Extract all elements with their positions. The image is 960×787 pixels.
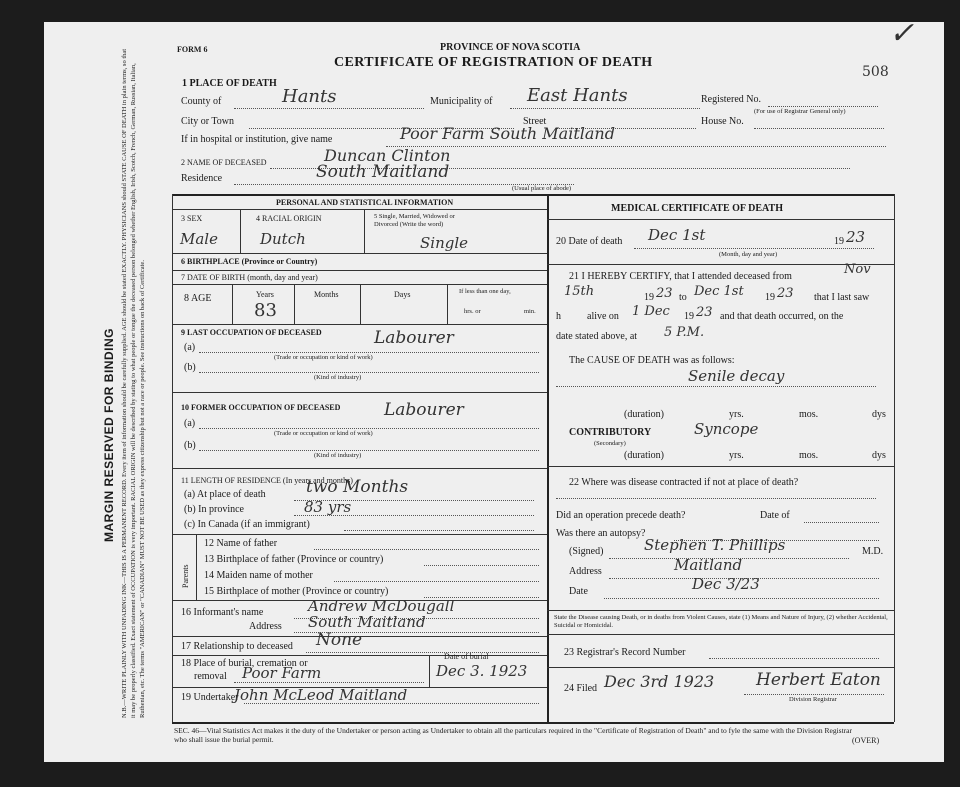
registrar-signature: Herbert Eaton	[756, 670, 881, 690]
death-date-value: Dec 1st	[648, 226, 706, 244]
cause-value: Senile decay	[688, 367, 785, 385]
birthplace-label: 6 BIRTHPLACE (Province or Country)	[181, 257, 318, 266]
undertaker-label: 19 Undertaker	[181, 692, 239, 703]
yrs-label-1: yrs.	[729, 409, 744, 420]
h-label: h	[556, 311, 561, 322]
undertaker-value: John McLeod Maitland	[234, 686, 408, 704]
length-of-residence-label: 11 LENGTH OF RESIDENCE (In years and months)	[181, 476, 353, 485]
check-mark: ✓	[889, 16, 915, 51]
certify-year3: 23	[696, 305, 713, 320]
certificate-title: CERTIFICATE OF REGISTRATION OF DEATH	[334, 55, 653, 70]
certify-year1: 23	[656, 286, 673, 301]
secondary-note: (Secondary)	[594, 440, 626, 447]
violent-causes-note: State the Disease causing Death, or in deaths from Violent Causes, state (1) Means and Nature of Injury, (2) whether Accidental, Suicidal or Homicidal.	[554, 614, 888, 629]
at-place-value: two Months	[306, 477, 409, 497]
county-value: Hants	[282, 86, 337, 107]
occupation-value: Labourer	[374, 328, 454, 348]
city-label: City or Town	[181, 116, 235, 127]
occupation-label: 9 LAST OCCUPATION OF DECEASED	[181, 328, 322, 337]
municipality-value: East Hants	[527, 85, 628, 106]
certify-to-label: to	[679, 292, 687, 303]
age-label: 8 AGE	[184, 293, 212, 304]
operation-label: Did an operation precede death?	[556, 510, 686, 521]
sex-value: Male	[180, 230, 218, 248]
sex-label: 3 SEX	[181, 214, 203, 223]
duration-label-2: (duration)	[624, 450, 664, 461]
date-of-label: Date of	[760, 510, 790, 521]
trade-note-10: (Trade or occupation or kind of work)	[274, 430, 373, 437]
certify-line: 21 I HEREBY CERTIFY, that I attended deceased from	[569, 271, 792, 282]
former-occupation-label: 10 FORMER OCCUPATION OF DECEASED	[181, 403, 341, 412]
contributory-value: Syncope	[694, 420, 759, 438]
occurred-label: and that death occurred, on the	[720, 311, 844, 322]
record-number-label: 23 Registrar's Record Number	[564, 647, 686, 658]
burial-label-2: removal	[194, 671, 227, 682]
industry-note-9: (Kind of industry)	[314, 374, 362, 381]
certify-19a: 19	[644, 292, 654, 303]
registered-no-label: Registered No.	[701, 94, 761, 105]
certify-19c: 19	[684, 311, 694, 322]
racial-origin-label: 4 RACIAL ORIGIN	[256, 214, 322, 223]
mother-name-label: 14 Maiden name of mother	[204, 570, 313, 581]
certificate-date-value: Dec 3/23	[692, 575, 760, 593]
province-heading: PROVINCE OF NOVA SCOTIA	[440, 42, 581, 53]
relationship-label: 17 Relationship to deceased	[181, 641, 293, 652]
burial-date-label: Date of burial	[444, 652, 489, 661]
certify-19b: 19	[765, 292, 775, 303]
industry-note-10: (Kind of industry)	[314, 452, 362, 459]
less-than-day-label: If less than one day,	[459, 288, 511, 295]
name-label: 2 NAME OF DECEASED	[181, 158, 267, 167]
alive-on-label: alive on	[587, 311, 619, 322]
residence-value: South Maitland	[316, 162, 450, 182]
marital-status-value: Single	[420, 234, 469, 252]
parents-label: Parents	[181, 564, 190, 588]
min-label: min.	[524, 308, 536, 315]
mos-label-1: mos.	[799, 409, 819, 420]
abode-note: (Usual place of abode)	[512, 185, 572, 192]
former-a-label: (a)	[184, 418, 196, 429]
certify-from-value: Nov	[844, 262, 871, 277]
doctor-address-label: Address	[569, 566, 602, 577]
date-stated-label: date stated above, at	[556, 331, 638, 342]
dob-label: 7 DATE OF BIRTH (month, day and year)	[181, 273, 318, 282]
certify-last-saw: that I last saw	[814, 292, 870, 303]
informant-address-value: South Maitland	[308, 613, 426, 631]
division-registrar-label: Division Registrar	[789, 696, 837, 703]
informant-value: Andrew McDougall	[308, 597, 455, 615]
footer-text: SEC. 46—Vital Statistics Act makes it the duty of the Undertaker or person acting as Undertaker to obtain all the particulars required in the "Certificate of Registration of Death" and to fyle the same with the Division Registrar who shall issue the burial permit.	[174, 726, 852, 744]
death-year-value: 23	[846, 228, 866, 246]
signed-value: Stephen T. Phillips	[644, 536, 786, 554]
mos-label-2: mos.	[799, 450, 819, 461]
at-place-label: (a) At place of death	[184, 489, 266, 500]
trade-note-9: (Trade or occupation or kind of work)	[274, 354, 373, 361]
residence-label: Residence	[181, 173, 223, 184]
in-canada-label: (c) In Canada (if an immigrant)	[184, 519, 310, 530]
margin-reserved-label: MARGIN RESERVED FOR BINDING	[102, 328, 116, 542]
registrar-use-note: (For use of Registrar General only)	[754, 108, 846, 115]
side-instructions: N.B.—WRITE PLAINLY WITH UNFADING INK—THIS IS A PERMANENT RECORD. Every item of information should be carefully supplied. AGE should be stated EXACTLY. PHYSICIANS should STATE CAUSE OF DEATH in plain terms, so that it may be properly classified. Exact statement of OCCUPATION is very important. RACIAL ORIGIN will be described by stating to what people or tongue the deceased person belonged whether English, Irish, Scotch, French, German, Russian, Italian, Ruthenian, etc. The terms "AMERICAN" or "CANADIAN" MUST NOT BE USED as they express citizenship but not a race or people. See instructions on back of Certificate.	[121, 48, 146, 718]
burial-place-value: Poor Farm	[242, 664, 322, 682]
informant-address-label: Address	[249, 621, 282, 632]
alive-on-value: 1 Dec	[632, 304, 670, 319]
municipality-label: Municipality of	[430, 96, 493, 107]
street-label: Street	[523, 116, 547, 127]
filed-label: 24 Filed	[564, 683, 598, 694]
hrs-label: hrs. or	[464, 308, 481, 315]
burial-date-value: Dec 3. 1923	[436, 662, 528, 680]
days-label: Days	[394, 290, 411, 299]
autopsy-label: Was there an autopsy?	[556, 528, 646, 539]
registrar-number-stamp: 508	[862, 64, 889, 80]
personal-heading: PERSONAL AND STATISTICAL INFORMATION	[276, 198, 454, 207]
hospital-value: Poor Farm South Maitland	[400, 124, 615, 143]
death-date-label: 20 Date of death	[556, 236, 623, 247]
in-province-label: (b) In province	[184, 504, 244, 515]
death-year-prefix: 19	[834, 236, 844, 247]
filed-value: Dec 3rd 1923	[604, 672, 715, 691]
mother-birthplace-label: 15 Birthplace of mother (Province or country)	[204, 586, 389, 597]
county-label: County of	[181, 96, 222, 107]
certify-from-day: 15th	[564, 284, 595, 299]
duration-label-1: (duration)	[624, 409, 664, 420]
form-number: FORM 6	[177, 45, 208, 54]
marital-label-1: 5 Single, Married, Widowed or	[374, 213, 455, 220]
contributory-label: CONTRIBUTORY	[569, 427, 652, 438]
doctor-address-value: Maitland	[674, 556, 743, 574]
certify-year2: 23	[777, 286, 794, 301]
house-label: House No.	[701, 116, 744, 127]
time-value: 5 P.M.	[664, 325, 705, 340]
certify-to-value: Dec 1st	[694, 284, 744, 299]
father-birthplace-label: 13 Birthplace of father (Province or country)	[204, 554, 384, 565]
dys-label-2: dys	[872, 450, 886, 461]
md-label: M.D.	[862, 546, 884, 557]
marital-label-2: Divorced (Write the word)	[374, 221, 444, 228]
burial-label-1: 18 Place of burial, cremation or	[181, 658, 308, 669]
over-label: (OVER)	[852, 736, 880, 745]
former-b-label: (b)	[184, 440, 196, 451]
months-label: Months	[314, 290, 339, 299]
father-name-label: 12 Name of father	[204, 538, 278, 549]
informant-label: 16 Informant's name	[181, 607, 264, 618]
death-certificate	[44, 16, 944, 762]
occupation-b-label: (b)	[184, 362, 196, 373]
hospital-label: If in hospital or institution, give name	[181, 134, 333, 145]
yrs-label-2: yrs.	[729, 450, 744, 461]
signed-label: (Signed)	[569, 546, 604, 557]
years-value: 83	[254, 300, 277, 321]
racial-origin-value: Dutch	[260, 230, 306, 248]
deceased-name-value: Duncan Clinton	[324, 146, 451, 165]
place-of-death-heading: 1 PLACE OF DEATH	[182, 78, 277, 89]
relationship-value: None	[316, 630, 363, 650]
cause-label: The CAUSE OF DEATH was as follows:	[569, 355, 735, 366]
medical-heading: MEDICAL CERTIFICATE OF DEATH	[611, 203, 783, 214]
occupation-a-label: (a)	[184, 342, 196, 353]
in-province-value: 83 yrs	[304, 498, 352, 516]
month-day-year-note: (Month, day and year)	[719, 251, 778, 258]
where-contracted-label: 22 Where was disease contracted if not at place of death?	[569, 477, 799, 488]
dys-label-1: dys	[872, 409, 886, 420]
former-occupation-value: Labourer	[384, 400, 464, 420]
years-label: Years	[256, 290, 274, 299]
certificate-date-label: Date	[569, 586, 588, 597]
